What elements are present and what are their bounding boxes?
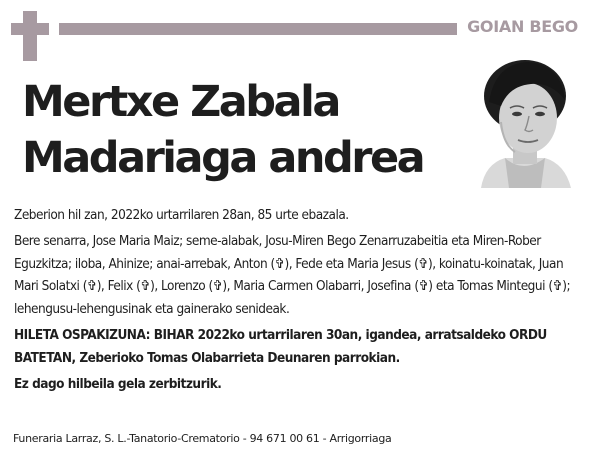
header-divider-bar [59,23,457,35]
death-notice: Zeberion hil zan, 2022ko urtarrilaren 28an, 85 urte ebazala. [14,207,349,223]
wake-note: Ez dago hilbeila gela zerbitzurik. [14,375,222,392]
deceased-name-line-2: Madariaga andrea [22,133,424,183]
deceased-name [22,74,423,186]
portrait-photo [475,56,573,188]
family-list: Bere senarra, Jose Maria Maiz; seme-alabak, Josu-Miren Bego Zenarruzabeitia eta Miren-Rober Eguzkitza; iloba, Ahinize; anai-arrebak, Anton (✞), Fede eta Maria Jesus (✞), koinatu-koinatak, Juan Mari Solatxi (✞), Felix (✞), Lorenzo (✞), Maria Carmen Olabarri, Josefina (✞) eta Tomas Mintegui (✞); lehengusu-lehengusinak eta gainerako senideak. [14,232,571,318]
obituary-body [14,204,586,398]
deceased-name-line-1: Mertxe Zabala [22,77,339,127]
funeral-announcement: HILETA OSPAKIZUNA: BIHAR 2022ko urtarrilaren 30an, igandea, arratsaldeko ORDU BATETAN, Zeberioko Tomas Olabarrieta Deunaren parrokian. [14,326,547,366]
funeral-home-footer: Funeraria Larraz, S. L.-Tanatorio-Crematorio - 94 671 00 61 - Arrigorriaga [13,432,392,445]
newspaper-brand: GOIAN BEGO [467,17,578,36]
